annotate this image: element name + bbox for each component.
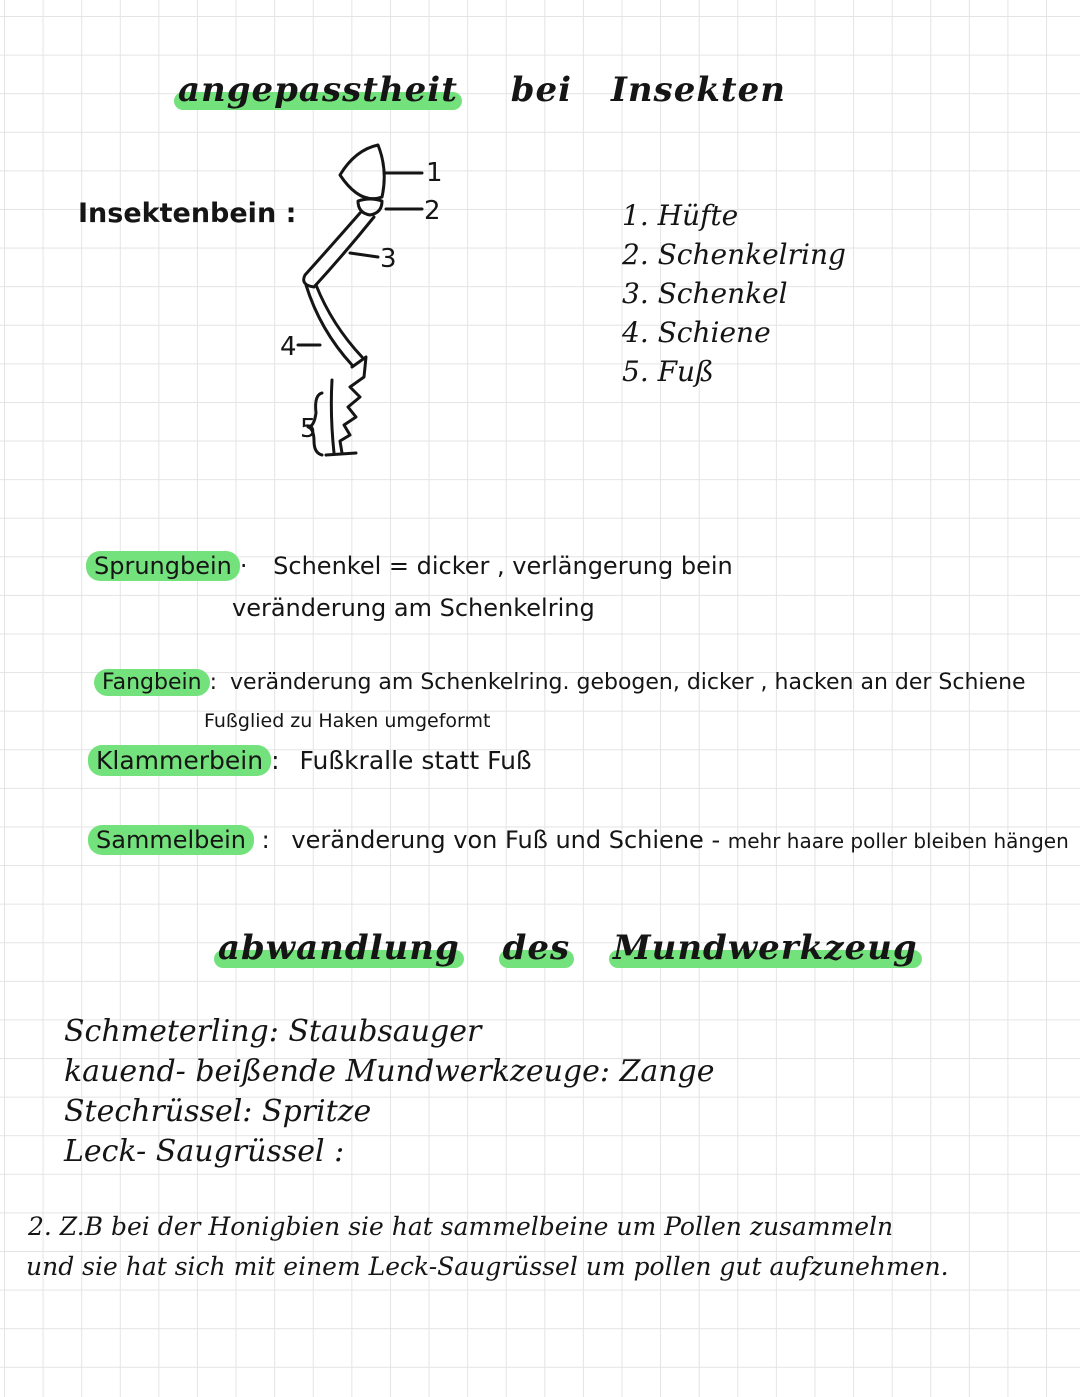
mouthpart-item: Leck- Saugrüssel :: [64, 1134, 345, 1169]
sprungbein-line1: Schenkel = dicker , verlängerung bein: [273, 552, 733, 580]
mouthpart-item: kauend- beißende Mundwerkzeuge: Zange: [64, 1054, 715, 1089]
diagram-num-2: 2: [424, 196, 441, 226]
fangbein-line1: veränderung am Schenkelring. gebogen, dicker , hacken an der Schiene: [230, 670, 1026, 695]
sammelbein-entry: Sammelbein : veränderung von Fuß und Schiene - mehr haare poller bleiben hängen: [88, 826, 1069, 854]
mouthparts-list: [64, 1012, 715, 1172]
klammerbein-term: Klammerbein: [88, 745, 271, 776]
heading-mouthparts: [218, 928, 918, 968]
fangbein-term: Fangbein: [94, 669, 210, 696]
answer-line2: und sie hat sich mit einem Leck-Saugrüssel um pollen gut aufzunehmen.: [26, 1252, 949, 1281]
mouthpart-item: Schmeterling: Staubsauger: [64, 1014, 482, 1049]
legend-item: 2. Schenkelring: [622, 238, 846, 271]
insect-leg-diagram: [270, 135, 470, 495]
sprungbein-line2: veränderung am Schenkelring: [232, 594, 595, 622]
sammelbein-note: mehr haare poller bleiben hängen: [727, 829, 1069, 853]
legend-item: 3. Schenkel: [622, 277, 788, 310]
heading2-word-2: des: [502, 928, 571, 968]
heading-word-2: bei: [510, 70, 573, 110]
heading-word-3: Insekten: [610, 70, 786, 110]
sammelbein-text: veränderung von Fuß und Schiene: [291, 826, 704, 854]
diagram-num-3: 3: [380, 244, 397, 274]
insektenbein-label: Insektenbein :: [78, 198, 297, 229]
leg-parts-legend: [622, 196, 846, 391]
tarsus-shape: [340, 357, 366, 453]
sprungbein-entry: Sprungbein · Schenkel = dicker , verlängerung bein: [86, 552, 733, 580]
heading2-word-3: Mundwerkzeug: [612, 928, 918, 968]
legend-item: 4. Schiene: [622, 316, 771, 349]
klammerbein-entry: Klammerbein : Fußkralle statt Fuß: [88, 746, 532, 775]
mouthpart-item: Stechrüssel: Spritze: [64, 1094, 372, 1129]
sprungbein-term: Sprungbein: [86, 551, 240, 581]
heading-word-1: angepasstheit: [178, 70, 458, 110]
heading-insect-adaptation: [178, 70, 786, 110]
klammerbein-text: Fußkralle statt Fuß: [299, 746, 532, 775]
legend-item: 5. Fuß: [622, 355, 714, 388]
diagram-num-5: 5: [300, 414, 317, 444]
fangbein-line2: Fußglied zu Haken umgeformt: [204, 710, 491, 732]
sammelbein-term: Sammelbein: [88, 825, 254, 855]
diagram-num-1: 1: [426, 158, 443, 188]
femur-shape: [304, 213, 374, 287]
heading2-word-1: abwandlung: [218, 928, 460, 968]
trochanter-shape: [358, 199, 382, 215]
fangbein-entry: Fangbein : veränderung am Schenkelring. gebogen, dicker , hacken an der Schiene: [94, 670, 1026, 695]
coxa-shape: [340, 145, 384, 199]
answer-line1: 2. Z.B bei der Honigbien sie hat sammelbeine um Pollen zusammeln: [28, 1212, 894, 1241]
tibia-shape: [306, 285, 362, 365]
legend-item: 1. Hüfte: [622, 199, 739, 232]
diagram-num-4: 4: [280, 332, 297, 362]
